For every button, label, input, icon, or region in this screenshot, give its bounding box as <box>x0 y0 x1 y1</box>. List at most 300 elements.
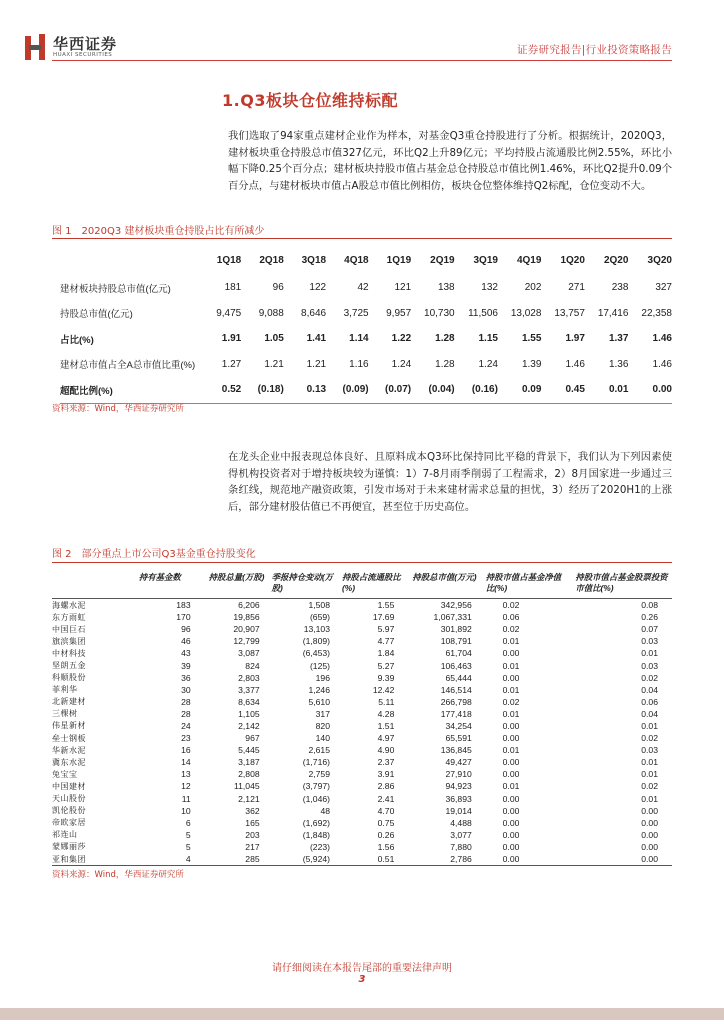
figure2-cell: 11,045 <box>233 781 260 792</box>
figure2-cell: 967 <box>245 733 260 744</box>
figure1-cell: 96 <box>272 282 284 294</box>
figure1-col-header: 2Q19 <box>430 255 455 266</box>
figure2-cell: 16 <box>181 745 191 756</box>
figure1-cell: 1.46 <box>565 358 585 370</box>
figure2-row <box>52 744 672 756</box>
footer-legal-note: 请仔细阅读在本报告尾部的重要法律声明 <box>272 963 452 974</box>
figure2-cell: 65,444 <box>445 672 472 683</box>
figure1-row-label: 持股总市值(亿元) <box>60 309 133 321</box>
paragraph-2: 在龙头企业中报表现总体良好、且原料成本Q3环比保持同比平稳的背景下，我们认为下列因素使得机构投资者对于增持板块较为谨慎：1）7-8月雨季削弱了工程需求，2）8月国家进一步通过三条红线，规范地产融资政策，引发市场对于未来建材需求总量的担忧，3）经历了2020H1的上涨后，部分建材股估值已不再便宜，甚至位于历史高位。 <box>228 451 672 513</box>
figure2-col-header: 季报持仓变动(万股) <box>268 572 338 599</box>
figure2-cell: 0.01 <box>641 793 658 804</box>
figure2-cell: 183 <box>176 600 191 611</box>
figure2-cell: 0.00 <box>641 817 658 828</box>
figure2-cell: 36 <box>181 672 191 683</box>
report-type: 证券研究报告|行业投资策略报告 <box>516 44 672 56</box>
figure2-cell: 5.27 <box>377 660 395 671</box>
figure2-cell: 0.01 <box>641 769 658 780</box>
figure2-row <box>52 611 672 623</box>
figure1-cell: 1.37 <box>608 333 629 345</box>
figure2-cell: 4 <box>135 853 205 866</box>
figure2-cell: 140 <box>315 733 330 744</box>
figure2-cell: 1,508 <box>308 600 330 611</box>
figure1-cell: 1.15 <box>478 333 498 345</box>
figure2-cell: 177,418 <box>440 708 472 719</box>
figure2-cell: 0.01 <box>641 757 658 768</box>
figure1-cell: 138 <box>437 282 455 294</box>
figure2-col-header: 持股市值占基金股票投资市值比(%) <box>569 572 672 599</box>
figure2-cell: 0.01 <box>502 708 520 719</box>
figure1-row <box>60 326 672 352</box>
figure2-row <box>52 805 672 817</box>
figure1-cell: 1.97 <box>565 333 585 345</box>
figure2-cell: 2.41 <box>377 793 395 804</box>
figure2-cell: 301,892 <box>440 624 472 635</box>
figure2-cell: 2,808 <box>238 769 260 780</box>
figure1-cell: 13,028 <box>510 307 542 319</box>
figure2-cell: 13 <box>181 769 191 780</box>
figure1-cell: 327 <box>655 282 672 294</box>
figure1-cell: 1.46 <box>652 358 672 370</box>
figure2-cell: 1,246 <box>308 684 330 695</box>
figure2-cell: 4,488 <box>450 817 472 828</box>
figure2-source: 资料来源：Wind，华西证券研究所 <box>52 870 184 880</box>
paragraph-1: 我们选取了94家重点建材企业作为样本，对基金Q3重仓持股进行了分析。根据统计，2020Q3，建材板块重仓持股总市值327亿元，环比Q2上升89亿元；平均持股占流通股比例2.55%，环比小幅下降0.25个百分点；建材板块持股市值占基金总仓持股总市值比例1.46%，环比Q2提升0.09个百分点，与建材板块市值占A股总市值比例相仿，板块仓位整体维持Q2标配，仓位变动不大。 <box>228 130 672 192</box>
figure1-cell: 0.45 <box>541 377 584 403</box>
figure2-cell: 0.01 <box>502 781 520 792</box>
figure1-row <box>60 352 672 378</box>
figure2-cell: 23 <box>181 733 191 744</box>
figure2-cell: (1,848) <box>302 829 330 840</box>
figure1-col-header: 4Q18 <box>344 255 369 266</box>
figure1-cell: 1.55 <box>521 333 542 345</box>
figure2-cell: 106,463 <box>440 660 472 671</box>
figure2-cell: 28 <box>181 708 191 719</box>
figure2-cell: 6,206 <box>238 600 260 611</box>
figure2-company-name: 垒士钢板 <box>52 733 86 743</box>
figure2-cell: 2,759 <box>308 769 330 780</box>
figure1-cell: 11,506 <box>468 307 498 319</box>
figure2-cell: 14 <box>181 757 191 768</box>
figure2-col-header: 持股总量(万股) <box>205 572 268 599</box>
figure1-row-label: 超配比例(%) <box>60 377 199 403</box>
figure2-company-name: 中国巨石 <box>52 624 86 634</box>
figure2-cell: 5.97 <box>377 624 395 635</box>
figure1-cell: 1.21 <box>306 358 327 370</box>
figure2-company-name: 天山股份 <box>52 794 86 804</box>
figure1-cell: 1.39 <box>521 358 542 370</box>
figure1-cell: 3,725 <box>343 307 369 319</box>
figure2-company-name: 三棵树 <box>52 709 78 719</box>
figure2-cell: 5 <box>185 841 191 852</box>
figure2-company-name: 菲利华 <box>52 685 78 695</box>
figure1-col-header: 2Q20 <box>603 255 629 266</box>
figure2-company-name: 北新建材 <box>52 697 86 707</box>
figure2-cell: 0.04 <box>641 708 658 719</box>
figure2-company-name: 凯伦股份 <box>52 806 86 816</box>
huaxi-logo-icon <box>25 34 47 60</box>
figure2-rule <box>52 562 672 563</box>
figure1-col-header: 1Q20 <box>560 255 585 266</box>
figure1-cell: (0.04) <box>411 377 454 403</box>
figure2-cell: 0.06 <box>641 696 658 707</box>
figure2-cell: 9.39 <box>377 672 395 683</box>
figure1-cell: 8,646 <box>301 307 327 319</box>
figure2-row <box>52 672 672 684</box>
figure2-cell: 362 <box>245 805 260 816</box>
figure2-cell: 0.00 <box>502 720 520 731</box>
figure2-cell: 0.01 <box>502 660 520 671</box>
figure2-row <box>52 684 672 696</box>
figure2-row <box>52 829 672 841</box>
figure1-row-label: 建材板块持股总市值(亿元) <box>60 283 171 295</box>
figure2-cell: 65,591 <box>445 733 472 744</box>
figure2-col-header: 持股占流通股比(%) <box>338 572 408 599</box>
figure2-cell: 11 <box>181 793 191 804</box>
figure2-cell: 0.02 <box>641 781 658 792</box>
figure2-cell: 0.00 <box>641 829 658 840</box>
figure1-rule <box>52 238 672 239</box>
figure2-cell: 12,799 <box>233 636 260 647</box>
figure2-cell: (6,453) <box>302 648 330 659</box>
figure1-col-header: 3Q18 <box>301 255 327 266</box>
figure2-company-name: 冀东水泥 <box>52 757 86 767</box>
figure2-company-name: 东方雨虹 <box>52 612 86 622</box>
figure2-cell: 0.03 <box>641 660 658 671</box>
figure2-cell: 203 <box>245 829 260 840</box>
figure2-cell: 1.51 <box>377 720 395 731</box>
figure2-cell: 0.02 <box>502 624 520 635</box>
figure2-cell: 96 <box>181 624 191 635</box>
figure2-cell: 0.00 <box>502 757 520 768</box>
figure1-cell: (0.09) <box>326 377 369 403</box>
figure2-cell: 196 <box>315 672 330 683</box>
figure2-cell: 0.00 <box>502 793 520 804</box>
figure2-row <box>52 647 672 659</box>
figure2-cell: 0.01 <box>641 720 658 731</box>
figure1-cell: 22,358 <box>641 307 672 319</box>
figure2-cell: 0.08 <box>641 600 658 611</box>
figure2-caption: 图 2 部分重点上市公司Q3基金重仓持股变化 <box>52 549 256 560</box>
figure1-cell: 1.46 <box>652 333 672 345</box>
figure2-cell: 824 <box>245 660 260 671</box>
figure1-cell: 9,088 <box>258 307 284 319</box>
figure2-table-body <box>52 599 672 866</box>
figure1-cell: 1.05 <box>264 333 284 345</box>
figure2-col-header: 持股市值占基金净值比(%) <box>480 572 570 599</box>
figure1-cell: 0.00 <box>628 377 672 403</box>
figure2-col-header: 持有基金数 <box>135 572 205 599</box>
figure1-cell: 1.36 <box>608 358 629 370</box>
figure2-company-name: 中国建材 <box>52 781 86 791</box>
figure1-cell: 0.09 <box>498 377 541 403</box>
figure1-cell: 1.91 <box>221 333 242 345</box>
figure1-caption: 图 1 2020Q3 建材板块重仓持股占比有所减少 <box>52 226 265 237</box>
figure1-table-body <box>60 275 672 403</box>
figure1-cell: 13,757 <box>554 307 585 319</box>
figure2-table <box>52 572 672 866</box>
figure1-cell: 1.22 <box>391 333 412 345</box>
figure2-cell: 19,856 <box>233 612 260 623</box>
figure1-cell: 0.13 <box>284 377 326 403</box>
figure2-company-name: 华新水泥 <box>52 745 86 755</box>
figure1-cell: 238 <box>611 282 629 294</box>
figure2-company-name: 蒙娜丽莎 <box>52 842 86 852</box>
figure2-row <box>52 720 672 732</box>
figure2-cell: 4.77 <box>377 636 395 647</box>
figure1-row-label: 占比(%) <box>60 334 94 346</box>
figure2-cell: 20,907 <box>233 624 260 635</box>
figure2-cell: 0.02 <box>502 696 520 707</box>
figure2-cell: 0.06 <box>502 612 520 623</box>
figure2-cell: (659) <box>309 612 330 623</box>
figure2-cell: (125) <box>309 660 330 671</box>
figure2-cell: 2.37 <box>377 757 395 768</box>
figure2-cell: 3,187 <box>238 757 260 768</box>
figure2-cell: 49,427 <box>445 757 472 768</box>
figure2-cell: 7,880 <box>450 841 472 852</box>
figure2-cell: 820 <box>315 720 330 731</box>
figure2-cell: 0.01 <box>641 648 658 659</box>
figure2-cell: 13,103 <box>303 624 330 635</box>
figure2-cell: 0.03 <box>641 745 658 756</box>
figure1-col-header: 3Q20 <box>647 255 672 266</box>
figure2-company-name: 帝欧家居 <box>52 818 86 828</box>
figure2-cell: (1,809) <box>302 636 330 647</box>
figure2-cell: 12 <box>181 781 191 792</box>
figure2-cell: 0.00 <box>641 841 658 852</box>
figure2-cell: 0.02 <box>641 672 658 683</box>
figure1-table <box>60 252 672 404</box>
figure2-company-name: 祁连山 <box>52 830 78 840</box>
figure2-cell: 2,786 <box>408 853 479 866</box>
figure2-cell: 3,377 <box>238 684 260 695</box>
figure2-company-name: 旗滨集团 <box>52 636 86 646</box>
figure2-cell: 12.42 <box>372 684 395 695</box>
figure1-cell: 121 <box>394 282 412 294</box>
figure2-cell: 94,923 <box>445 781 472 792</box>
logo-cn-text: 华西证券 <box>53 35 118 53</box>
figure2-cell: 0.01 <box>502 745 520 756</box>
figure2-cell: 317 <box>315 708 330 719</box>
figure2-company-name: 海螺水泥 <box>52 600 86 610</box>
figure1-row-label: 建材总市值占全A总市值比重(%) <box>60 360 196 372</box>
figure2-cell: 19,014 <box>445 805 472 816</box>
figure2-company-name: 亚和集团 <box>52 853 135 866</box>
figure2-cell: 2,121 <box>238 793 260 804</box>
figure1-cell: 271 <box>568 282 585 294</box>
figure2-cell: 4.70 <box>377 805 395 816</box>
figure1-cell: 202 <box>524 282 542 294</box>
figure2-cell: 2,142 <box>238 720 260 731</box>
figure2-cell: 2.86 <box>377 781 395 792</box>
page-number: 3 <box>358 974 366 985</box>
figure2-cell: 5 <box>185 829 191 840</box>
figure2-row <box>52 623 672 635</box>
figure2-cell: 0.00 <box>502 648 520 659</box>
figure2-cell: 0.01 <box>502 684 520 695</box>
figure1-cell: 132 <box>481 282 498 294</box>
figure1-cell: 1.14 <box>349 333 369 345</box>
figure2-cell: 0.26 <box>377 829 395 840</box>
figure2-cell: 146,514 <box>440 684 472 695</box>
figure2-cell: 61,704 <box>445 648 472 659</box>
figure2-cell: 266,798 <box>440 696 472 707</box>
figure2-cell: 5.11 <box>378 696 395 707</box>
figure1-cell: 0.52 <box>199 377 241 403</box>
figure1-cell: 1.16 <box>349 358 369 370</box>
figure2-cell: 170 <box>176 612 191 623</box>
figure1-row <box>60 275 672 301</box>
figure2-cell: 39 <box>181 660 191 671</box>
figure1-row <box>60 377 672 403</box>
figure2-cell: 0.00 <box>502 805 520 816</box>
figure1-cell: 1.28 <box>435 358 455 370</box>
figure2-cell: 285 <box>205 853 268 866</box>
figure2-cell: 24 <box>181 720 191 731</box>
figure2-cell: 0.00 <box>502 733 520 744</box>
figure2-row <box>52 780 672 792</box>
figure1-col-header: 3Q19 <box>473 255 498 266</box>
figure2-cell: 0.00 <box>502 829 520 840</box>
figure1-col-header: 1Q19 <box>386 255 412 266</box>
figure1-cell: (0.18) <box>241 377 284 403</box>
figure1-cell: 9,957 <box>386 307 412 319</box>
figure1-source: 资料来源：Wind，华西证券研究所 <box>52 404 184 414</box>
figure2-cell: 0.00 <box>502 672 520 683</box>
figure1-cell: (0.16) <box>455 377 498 403</box>
figure2-cell: 342,956 <box>440 600 472 611</box>
figure2-row <box>52 696 672 708</box>
figure2-cell: 46 <box>181 636 191 647</box>
figure2-row <box>52 708 672 720</box>
figure2-cell: 2,615 <box>308 745 330 756</box>
figure1-cell: 9,475 <box>216 307 242 319</box>
figure2-cell: 27,910 <box>445 769 472 780</box>
figure2-cell: 3.91 <box>377 769 395 780</box>
figure2-row <box>52 756 672 768</box>
figure2-cell: 43 <box>181 648 191 659</box>
logo-en-text: HUAXI SECURITIES <box>53 52 113 58</box>
figure2-cell: 0.00 <box>480 853 570 866</box>
figure2-cell: 4.28 <box>377 708 395 719</box>
figure2-header-row <box>52 572 672 599</box>
header-divider <box>52 60 672 61</box>
figure2-row <box>52 732 672 744</box>
figure2-cell: 4.97 <box>377 733 395 744</box>
figure2-cell: 3,077 <box>450 829 472 840</box>
figure2-cell: 0.75 <box>377 817 395 828</box>
figure2-cell: 217 <box>245 841 260 852</box>
figure2-cell: (1,692) <box>302 817 330 828</box>
figure2-cell: 8,634 <box>238 696 260 707</box>
figure2-row <box>52 793 672 805</box>
figure2-cell: 4.90 <box>377 745 395 756</box>
figure2-cell: 136,845 <box>440 745 472 756</box>
figure2-cell: 1.55 <box>377 600 395 611</box>
figure2-cell: 165 <box>245 817 260 828</box>
figure2-cell: 0.00 <box>502 817 520 828</box>
figure1-cell: 1.27 <box>221 358 242 370</box>
figure2-cell: (1,716) <box>302 757 330 768</box>
section-title: 1.Q3板块仓位维持标配 <box>222 91 398 110</box>
figure2-cell: 48 <box>320 805 330 816</box>
figure1-col-header: 2Q18 <box>259 255 284 266</box>
figure2-row <box>52 853 672 866</box>
figure2-cell: 3,087 <box>238 648 260 659</box>
figure2-cell: 17.69 <box>372 612 395 623</box>
figure1-cell: 122 <box>309 282 327 294</box>
figure2-cell: 1,105 <box>238 708 260 719</box>
figure1-cell: 1.28 <box>435 333 455 345</box>
figure2-company-name: 伟星新材 <box>52 721 86 731</box>
figure2-cell: 0.51 <box>338 853 408 866</box>
figure2-cell: 5,610 <box>308 696 330 707</box>
figure2-row <box>52 768 672 780</box>
figure1-header-row <box>60 252 672 275</box>
figure1-cell: 1.41 <box>306 333 327 345</box>
figure2-cell: (3,797) <box>302 781 330 792</box>
figure2-cell: 0.02 <box>502 600 520 611</box>
figure2-cell: 0.01 <box>502 636 520 647</box>
figure2-col-header: 持股总市值(万元) <box>408 572 479 599</box>
figure2-row <box>52 635 672 647</box>
figure1-col-header: 4Q19 <box>516 255 542 266</box>
figure2-cell: 0.04 <box>641 684 658 695</box>
figure2-cell: 108,791 <box>440 636 472 647</box>
figure2-row <box>52 841 672 853</box>
figure2-cell: 34,254 <box>445 720 472 731</box>
figure2-cell: 36,893 <box>445 793 472 804</box>
figure2-row <box>52 659 672 671</box>
figure2-cell: 1,067,331 <box>433 612 472 623</box>
figure2-cell: 10 <box>181 805 191 816</box>
figure2-cell: 1.56 <box>377 841 395 852</box>
figure2-cell: 0.26 <box>641 612 658 623</box>
figure2-row <box>52 599 672 612</box>
figure2-company-name: 兔宝宝 <box>52 769 78 779</box>
figure2-cell: (1,046) <box>302 793 330 804</box>
figure1-cell: 1.24 <box>391 358 412 370</box>
figure1-cell: 17,416 <box>597 307 629 319</box>
figure2-cell: 0.00 <box>569 853 672 866</box>
figure2-company-name: 中材科技 <box>52 648 86 658</box>
figure1-cell: 10,730 <box>424 307 455 319</box>
figure1-col-header: 1Q18 <box>216 255 242 266</box>
figure2-cell: 1.84 <box>377 648 395 659</box>
figure1-cell: (0.07) <box>369 377 412 403</box>
figure2-cell: 0.02 <box>641 733 658 744</box>
figure1-cell: 42 <box>357 282 369 294</box>
figure2-company-name: 坚朗五金 <box>52 661 86 671</box>
figure1-cell: 181 <box>224 282 242 294</box>
figure2-cell: 2,803 <box>238 672 260 683</box>
figure1-row <box>60 301 672 327</box>
figure2-row <box>52 817 672 829</box>
figure2-cell: (223) <box>309 841 330 852</box>
figure1-cell: 0.01 <box>585 377 628 403</box>
figure2-cell: 5,445 <box>238 745 260 756</box>
figure2-cell: 0.00 <box>502 841 520 852</box>
figure2-company-name: 科顺股份 <box>52 673 86 683</box>
figure2-cell: 30 <box>181 684 191 695</box>
figure2-cell: 28 <box>181 696 191 707</box>
figure2-cell: 6 <box>185 817 191 828</box>
figure2-cell: 0.07 <box>641 624 658 635</box>
figure2-cell: 0.03 <box>641 636 658 647</box>
figure2-cell: (5,924) <box>268 853 338 866</box>
footer-band <box>0 1008 724 1020</box>
